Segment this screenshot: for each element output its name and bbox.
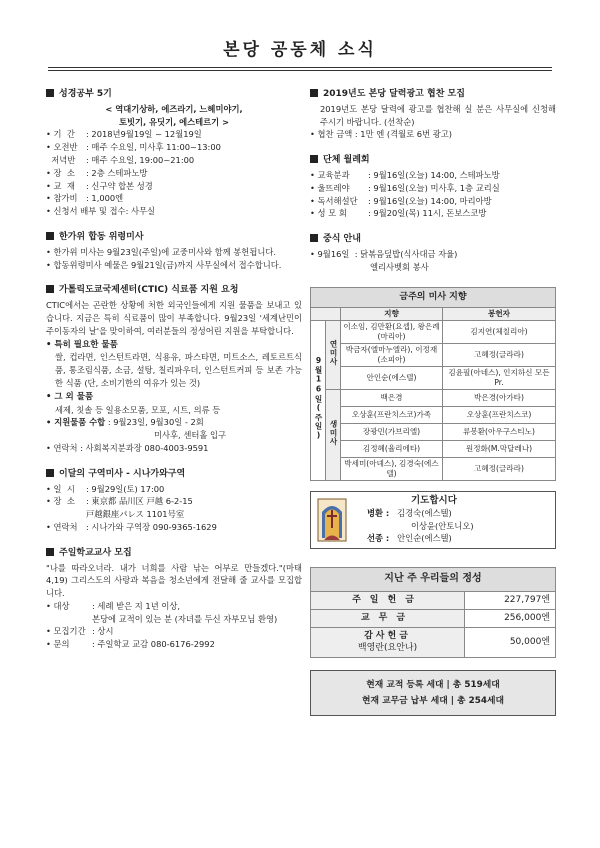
sunday-school-row: 본당에 교적이 있는 분 (자녀를 두신 자부모님 환영): [92, 613, 278, 624]
mass-row: [311, 440, 556, 457]
district-mass-section: [46, 468, 302, 534]
mass-offerer-cell: 김윤필(아네스), 인지하신 모든 Pr.: [443, 366, 556, 389]
mass-rows: [311, 320, 556, 480]
prayer-icon: [317, 498, 347, 542]
parish-stats-registered: 현재 교적 등록 세대 | 총 519세대: [366, 679, 500, 690]
mass-offerer-cell: 고혜정(글라라): [443, 343, 556, 366]
memorial-mass-heading: 한가위 합동 위령미사: [46, 231, 302, 244]
bible-study-row: • 오전반 : 매주 수요일, 미사후 11:00~13:00: [46, 142, 221, 153]
calendar-ad-amount: • 협찬 금액 : 1만 엔 (격월로 6번 광고): [310, 129, 452, 140]
mass-date-cell: 9월16일(주일): [311, 320, 326, 480]
ctic-contact-row: • 연락처 : 사회복지분과장 080-4003-9591: [46, 442, 209, 453]
mass-offerer-cell: 오상훈(프란치스코): [443, 406, 556, 423]
parish-stats-box: [310, 670, 556, 716]
lunch-row: • 9월16일 : 닭볶음덮밥(식사대금 자율): [310, 248, 458, 259]
bible-study-row: • 신청서 배부 및 접수 : 사무실: [46, 206, 156, 217]
prayer-title: 기도합시다: [411, 494, 457, 506]
bible-study-row: • 참가비 : 1,000엔: [46, 193, 124, 204]
mass-intent-cell: 오상훈(프란치스코)가족: [341, 406, 443, 423]
sunday-school-rows: [46, 600, 302, 651]
lunch-heading: 중식 안내: [310, 233, 556, 246]
mass-offerer-cell: 김지연(체칠리아): [443, 320, 556, 343]
calendar-ad-heading: 2019년도 본당 달력광고 협찬 모집: [310, 88, 556, 101]
bible-study-heading: 성경공부 5기: [46, 88, 302, 101]
mass-row: [311, 366, 556, 389]
mass-type-dead: 연미사: [326, 320, 341, 389]
bible-study-subtitle-1: < 역대기상하, 에즈라기, 느헤미야기,: [105, 103, 243, 114]
group-meetings-heading: 단체 월례회: [310, 154, 556, 167]
bible-study-subtitle-2: 토빗기, 유딧기, 에스테르기 >: [118, 116, 230, 127]
ctic-collect-row: • 지원물품 수합 : 9월23일, 9월30일 - 2회: [46, 417, 204, 428]
bible-study-row: 저녁반 : 매주 수요일, 19:00~21:00: [46, 154, 195, 165]
square-bullet-icon: [46, 469, 54, 477]
square-bullet-icon: [310, 89, 318, 97]
district-mass-heading: 이달의 구역미사 - 시나가와구역: [46, 468, 302, 481]
header: [48, 34, 552, 71]
mass-offerer-cell: 원정화(M.막달레나): [443, 440, 556, 457]
district-mass-row: • 장 소 : 東京都 品川区 戸越 6-2-15: [46, 496, 193, 507]
offering-label: 교무금: [311, 609, 465, 627]
bible-study-row: • 장 소 : 2층 스테파노방: [46, 167, 148, 178]
calendar-ad-section: [310, 88, 556, 141]
left-column: [46, 88, 302, 664]
prayer-sick-row: 병환 : 김경숙(에스텔): [367, 508, 452, 519]
group-meetings-section: [310, 154, 556, 220]
calendar-ad-paragraph: 2019년도 본당 달력에 광고를 협찬해 실 분은 사무실에 신청해 주시기 바랍니다. (선착순): [320, 103, 556, 127]
ctic-other-text: 세제, 칫솔 등 일용소모품, 모포, 시트, 의류 등: [55, 404, 221, 415]
mass-col-intent: 지향: [341, 307, 443, 320]
prayer-died-row: 선종 : 안인순(에스텔): [367, 533, 452, 544]
group-meeting-row: • 독서해설단 : 9월16일(오늘) 14:00, 마리아방: [310, 195, 492, 206]
ctic-heading: 가톨릭도쿄국제센터(CTIC) 식료품 지원 요청: [46, 284, 302, 297]
group-meetings-rows: [310, 169, 556, 220]
district-mass-row: • 일 시 : 9월29일(토) 17:00: [46, 483, 165, 494]
group-meeting-row: • 울뜨레야 : 9월16일(오늘) 미사후, 1층 교리실: [310, 182, 500, 193]
mass-row: [311, 320, 556, 343]
offering-title: 지난 주 우리들의 정성: [311, 567, 556, 591]
memorial-mass-item: • 한가위 미사는 9월23일(주일)에 교중미사와 함께 봉헌됩니다.: [46, 246, 277, 257]
prayer-box: [310, 491, 556, 549]
bible-study-row: • 교 재 : 신구약 합본 성경: [46, 180, 153, 191]
mass-intent-cell: 이소임, 김만환(요셉), 왕은례(마리아): [341, 320, 443, 343]
sunday-school-paragraph: "나를 따라오너라. 내가 너희를 사람 낚는 어부로 만들겠다."(마태 4,19) 그리스도의 사랑과 복음을 청소년에게 전달해 줄 교사를 모집합니다.: [46, 562, 302, 599]
memorial-mass-section: [46, 231, 302, 271]
mass-intentions-title: 금주의 미사 지향: [311, 287, 556, 307]
sunday-school-row: • 대상 : 세례 받은 지 1년 이상,: [46, 600, 181, 611]
bible-study-rows: [46, 128, 302, 218]
page-title: 본당 공동체 소식: [48, 34, 552, 68]
group-meeting-row: • 성 모 회 : 9월20일(목) 11시, 돈보스코방: [310, 208, 487, 219]
title-divider: [48, 68, 552, 71]
offering-table: [310, 567, 556, 658]
lunch-host: 엘리사벳회 봉사: [370, 261, 429, 272]
prayer-sick-row-2: 이상윤(안토니오): [411, 520, 474, 531]
parish-stats-dues: 현재 교무금 납부 세대 | 총 254세대: [362, 695, 504, 706]
ctic-paragraph: CTIC에서는 곤란한 상황에 처한 외국인들에게 지원 물품을 보내고 있습니다. 지금은 특히 식료품이 많이 부족합니다. 9월23일 '세계난민이주이동자의 날'을 맞이하여, 여러분들의 정성어린 지원을 부탁합니다.: [46, 300, 302, 336]
mass-col-offerer: 봉헌자: [443, 307, 556, 320]
mass-type-live: 생미사: [326, 389, 341, 480]
district-mass-rows: [46, 483, 302, 534]
sunday-school-row: • 모집기간 : 상시: [46, 626, 114, 637]
mass-intent-cell: 박세미(아녜스), 김경숙(에스텔): [341, 457, 443, 480]
sunday-school-heading: 주일학교교사 모집: [46, 547, 302, 560]
mass-intent-cell: 박금자(엘마누엘라), 이정재(소피아): [341, 343, 443, 366]
offering-row: [311, 591, 556, 609]
ctic-section: [46, 284, 302, 454]
mass-row: [311, 343, 556, 366]
ctic-needed-text: 쌀, 컵라면, 인스턴트라면, 식용유, 파스타면, 미트소스, 레토르트식품, 통조림식품, 소금, 설탕, 칠리파우더, 인스턴트커피 등 보존 가능한 식품 (단, 소비기한의 여유가 있는 것): [55, 352, 302, 388]
mass-row: [311, 406, 556, 423]
bible-study-row: • 기 간 : 2018년9월19일 ~ 12월19일: [46, 129, 202, 140]
mass-intentions-table: [310, 287, 556, 481]
mass-intent-cell: 김정혜(율리에타): [341, 440, 443, 457]
offering-rows: [311, 591, 556, 627]
offering-amount: 256,000엔: [465, 609, 556, 627]
lunch-section: [310, 233, 556, 273]
mass-offerer-cell: 고혜정(글라라): [443, 457, 556, 480]
mass-row: [311, 457, 556, 480]
square-bullet-icon: [310, 234, 318, 242]
right-column: [310, 88, 556, 716]
mass-intent-cell: 안인순(에스텔): [341, 366, 443, 389]
district-mass-row: 戸越銀座パレス 1101号室: [86, 509, 185, 520]
square-bullet-icon: [46, 548, 54, 556]
sunday-school-section: [46, 547, 302, 651]
square-bullet-icon: [46, 89, 54, 97]
offering-row: [311, 609, 556, 627]
mass-offerer-cell: 류봉환(아우구스티노): [443, 423, 556, 440]
sunday-school-row: • 문의 : 주일학교 교감 080-6176-2992: [46, 639, 215, 650]
mass-intent-cell: 백은경: [341, 389, 443, 406]
offering-thanks-amount: 50,000엔: [465, 627, 556, 657]
square-bullet-icon: [46, 285, 54, 293]
offering-amount: 227,797엔: [465, 591, 556, 609]
mass-row: [311, 389, 556, 406]
offering-thanks-label: 감사헌금 백영란(요안나): [311, 627, 465, 657]
ctic-other-label: • 그 외 물품: [46, 391, 94, 402]
mass-intent-cell: 장광민(가브리엘): [341, 423, 443, 440]
mass-offerer-cell: 박은경(아가타): [443, 389, 556, 406]
square-bullet-icon: [46, 232, 54, 240]
district-mass-row: • 연락처 : 시나가와 구역장 090-9365-1629: [46, 521, 217, 532]
offering-label: 주일헌금: [311, 591, 465, 609]
mass-row: [311, 423, 556, 440]
square-bullet-icon: [310, 155, 318, 163]
memorial-mass-item: • 합동위령미사 예물은 9월21일(금)까지 사무실에서 접수합니다.: [46, 259, 282, 270]
group-meeting-row: • 교육분과 : 9월16일(오늘) 14:00, 스테파노방: [310, 169, 500, 180]
bible-study-section: [46, 88, 302, 218]
ctic-collect-detail: 미사후, 센터홀 입구: [154, 430, 227, 441]
ctic-needed-label: • 특히 필요한 물품: [46, 339, 118, 350]
